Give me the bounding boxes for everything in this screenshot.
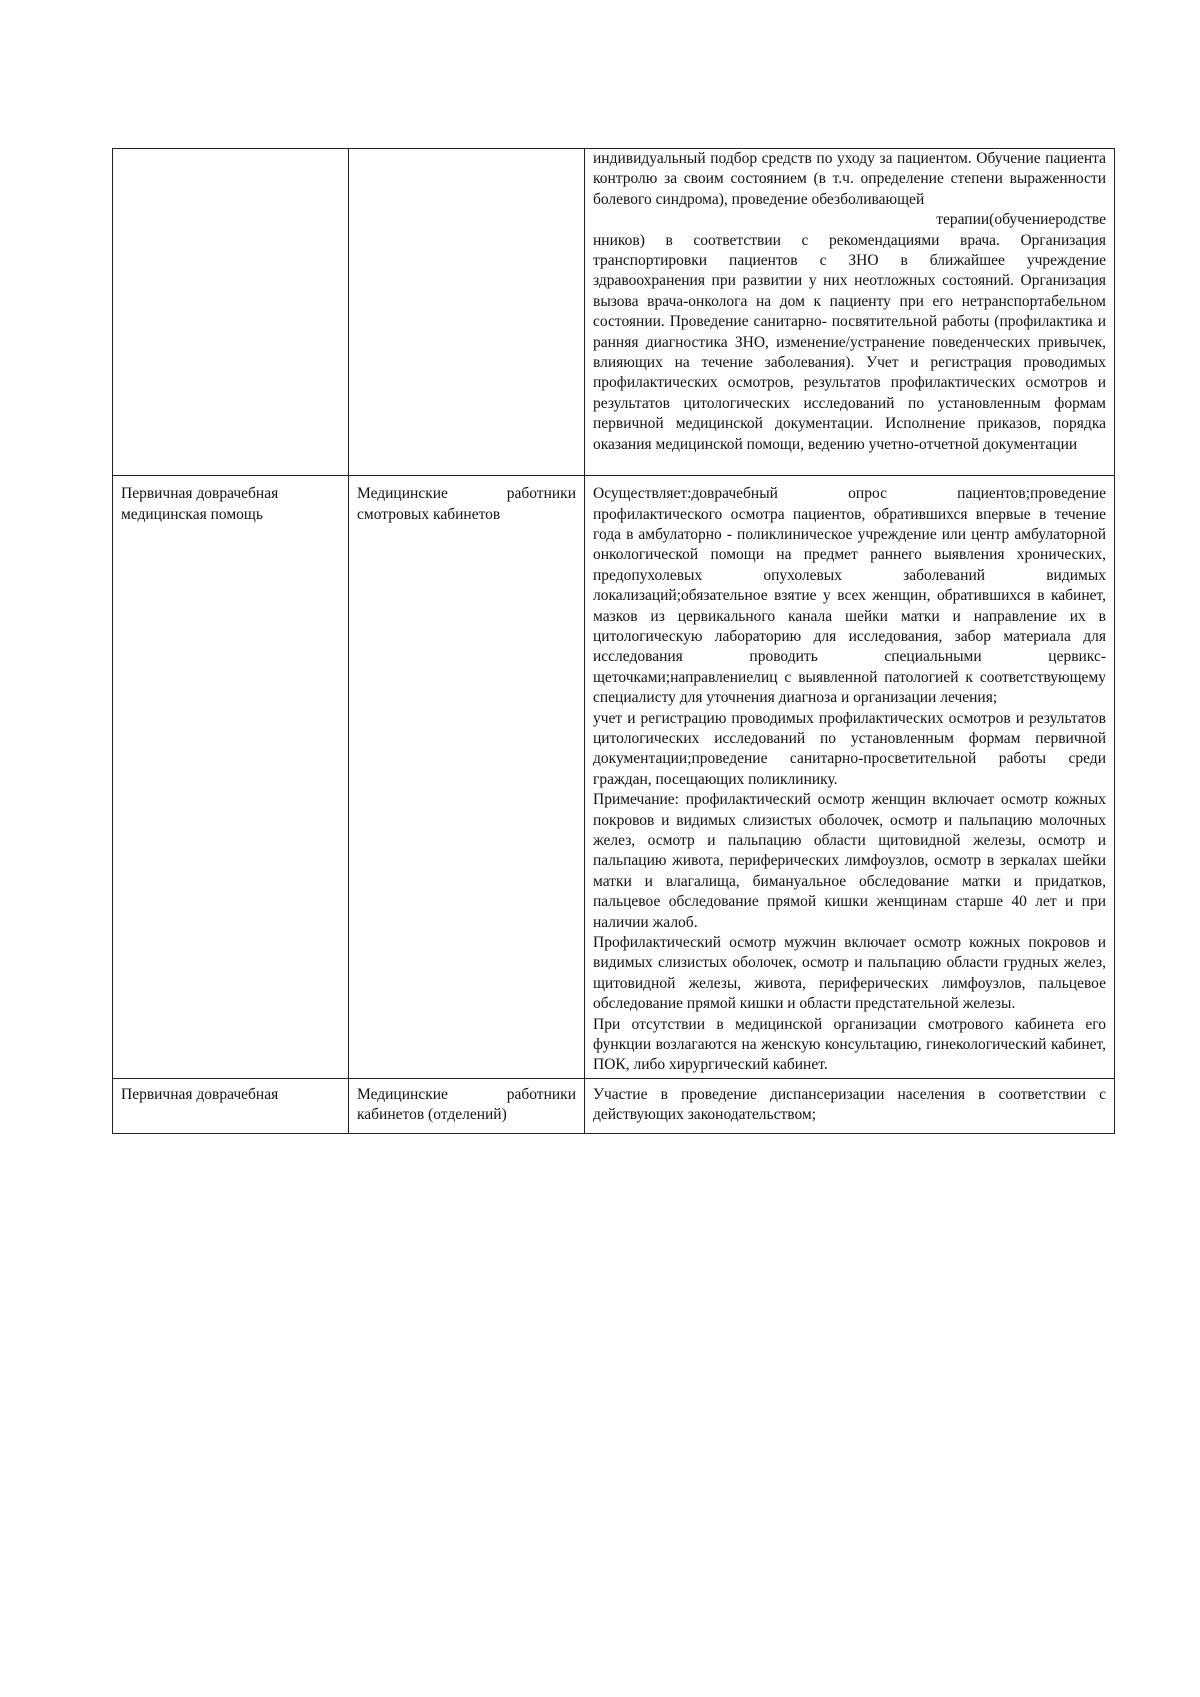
document-table <box>112 148 1115 1134</box>
table-row <box>113 149 1115 476</box>
cell-duties <box>585 149 1115 476</box>
cell-care-level <box>113 149 349 476</box>
note-paragraph: При отсутствии в медицинской организации смотрового кабинета его функции возлагаются на женскую консультацию, гинекологический кабинет, ПОК, либо хирургический кабинет. <box>593 1015 1106 1074</box>
table-row <box>113 476 1115 1079</box>
cell-staff <box>349 149 585 476</box>
cell-staff: Медицинские работники кабинетов (отделений) <box>349 1078 585 1133</box>
cell-care-level: Первичная доврачебная медицинская помощь <box>113 476 349 1079</box>
duties-paragraph: нников) в соответствии с рекомендациями врача. Организация транспортировки пациентов с ЗНО в ближайшее учреждение здравоохранения при развитии у них неотложных состояний. Организация вызова врача-онколога на дом к пациенту при его нетранспортабельном состоянии. Проведение санитарно- посвятительной работы (профилактика и ранняя диагностика ЗНО, изменение/устранение поведенческих привычек, влияющих на течение заболевания). Учет и регистрация проводимых профилактических осмотров, результатов профилактических осмотров и результатов цитологических исследований по установленным формам первичной медицинской документации. Исполнение приказов, порядка оказания медицинской помощи, ведению учетно-отчетной документации <box>593 231 1106 453</box>
note-paragraph: Профилактический осмотр мужчин включает осмотр кожных покровов и видимых слизистых оболочек, осмотр и пальпацию области грудных желез, щитовидной железы, живота, периферических лимфоузлов, пальцевое обследование прямой кишки и области предстательной железы. <box>593 934 1106 1013</box>
cell-care-level: Первичная доврачебная <box>113 1078 349 1133</box>
duties-paragraph: индивидуальный подбор средств по уходу за пациентом. Обучение пациента контролю за своим состоянием (в т.ч. определение степени выраженности болевого синдрома), проведение обезболивающей <box>593 150 1106 208</box>
duties-paragraph: терапии(обучениеродстве <box>936 211 1106 229</box>
duties-paragraph: Осуществляет:доврачебный опрос пациентов;проведение профилактического осмотра пациентов, обратившихся впервые в течение года в амбулаторно - поликлиническое учреждение или центр амбулаторной онкологической помощи на предмет раннего выявления хронических, предопухолевых опухолевых заболеваний видимых локализаций;обязательное взятие у всех женщин, обратившихся в кабинет, мазков из цервикального канала шейки матки и направление их в цитологическую лабораторию для исследования, забор материала для исследования проводить специальными цервикс- щеточками;направлениелиц с выявленной патологией к соответствующему специалисту для уточнения диагноза и организации лечения; <box>593 485 1106 707</box>
cell-duties <box>585 1078 1115 1133</box>
cell-staff: Медицинские работники смотровых кабинетов <box>349 476 585 1079</box>
note-paragraph: Примечание: профилактический осмотр женщин включает осмотр кожных покровов и видимых слизистых оболочек, осмотр и пальпацию молочных желез, осмотр и пальпацию области щитовидной железы, осмотр и пальпацию живота, периферических лимфоузлов, осмотр в зеркалах шейки матки и влагалища, бимануальное обследование матки и придатков, пальцевое обследование прямой кишки женщинам старше 40 лет и при наличии жалоб. <box>593 791 1106 931</box>
cell-duties <box>585 476 1115 1079</box>
duties-paragraph: Участие в проведение диспансеризации населения в соответствии с действующих законодательством; <box>593 1085 1106 1124</box>
table-row <box>113 1078 1115 1133</box>
duties-paragraph: учет и регистрацию проводимых профилактических осмотров и результатов цитологических исследований по установленным формам первичной документации;проведение санитарно-просветительной работы среди граждан, посещающих поликлинику. <box>593 709 1106 788</box>
